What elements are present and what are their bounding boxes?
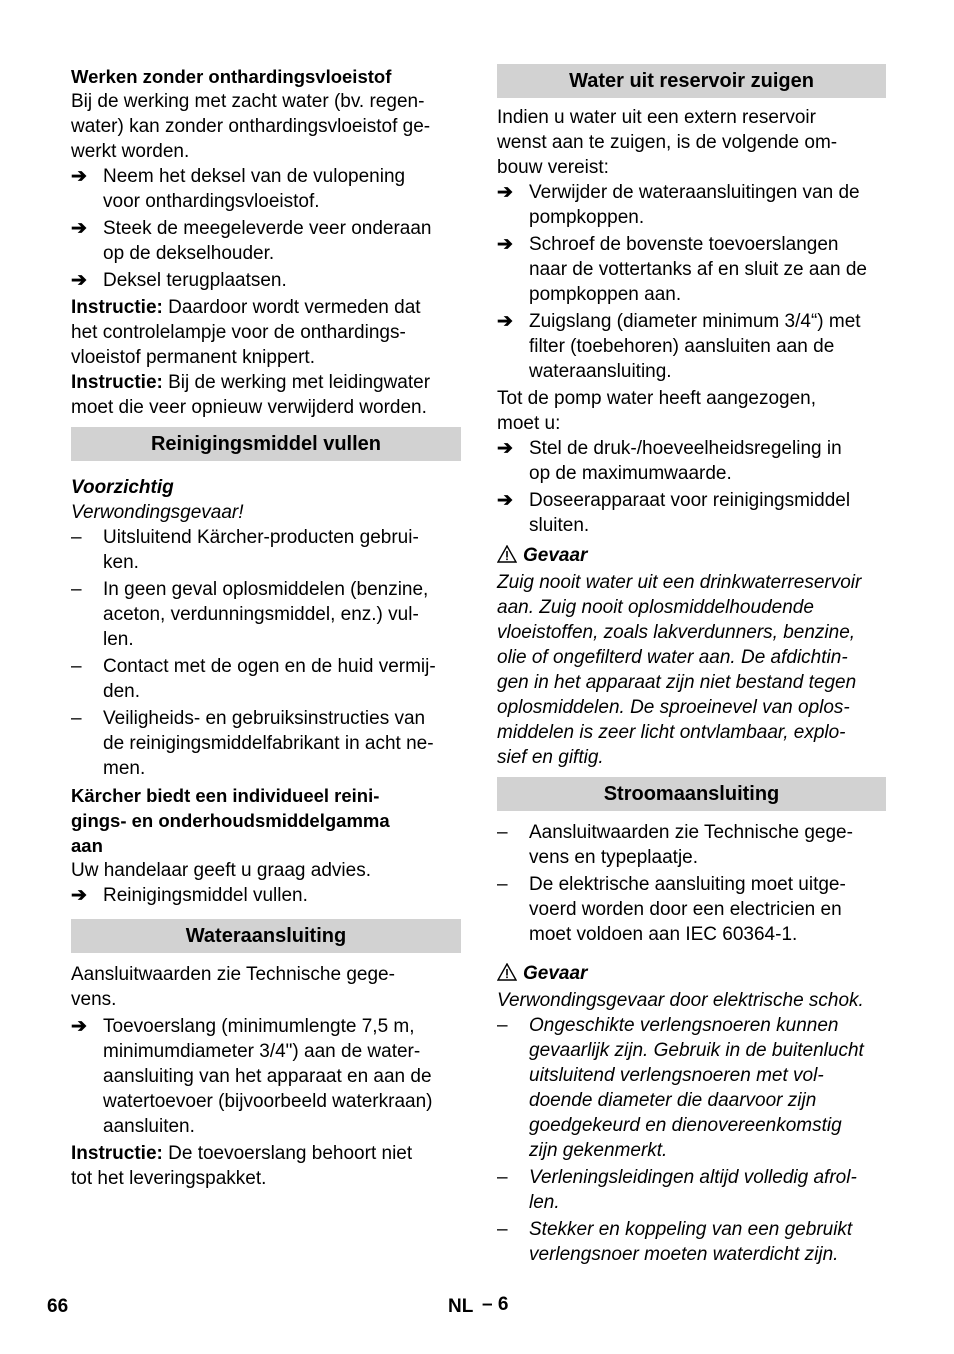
dash-bullet: –	[71, 579, 82, 600]
list-item: – Verleningsleidingen altijd volledig afrol- len.	[497, 1167, 857, 1213]
left-column	[71, 64, 461, 1191]
danger-subheading: Verwondingsgevaar door elektrische schok.	[497, 990, 864, 1011]
arrow-right-icon: ➔	[497, 311, 513, 332]
arrow-right-icon: ➔	[71, 218, 87, 239]
list-item: – Ongeschikte verlengsnoeren kunnen gevaarlijk zijn. Gebruik in de buitenlucht uitsluitend verlengsnoeren met vol- doende diameter die daarvoor zijn goedgekeurd en dienovereenkomstig zijn gekenmerkt.	[497, 1015, 864, 1161]
section-bar-reinigingsmiddel: Reinigingsmiddel vullen	[71, 427, 461, 461]
dash-bullet: –	[497, 1167, 508, 1188]
page-number: 66	[47, 1296, 69, 1317]
dash-bullet: –	[497, 822, 508, 843]
language-code: NL	[448, 1296, 474, 1317]
dash-bullet: –	[497, 1015, 508, 1036]
list-item: – De elektrische aansluiting moet uitge- voerd worden door een electricien en moet voldoen aan IEC 60364-1.	[497, 874, 846, 945]
warning-triangle-icon	[497, 963, 517, 981]
arrow-right-icon: ➔	[71, 1016, 87, 1037]
dash-bullet: –	[497, 1219, 508, 1240]
list-item: – Aansluitwaarden zie Technische gege- vens en typeplaatje.	[497, 822, 853, 868]
paragraph-werken: Bij de werking met zacht water (bv. regen- water) kan zonder onthardingsvloeistof ge- werkt worden.	[71, 91, 431, 162]
instruction-note: Instructie: Bij de werking met leidingwater moet die veer opnieuw verwijderd worden.	[71, 372, 431, 418]
dash-bullet: –	[71, 656, 82, 677]
danger-heading: Gevaar	[497, 961, 886, 986]
arrow-right-icon: ➔	[71, 166, 87, 187]
step-item: ➔ Steek de meegeleverde veer onderaan op de dekselhouder.	[71, 218, 432, 264]
step-item: ➔ Neem het deksel van de vulopening voor onthardingsvloeistof.	[71, 166, 406, 212]
step-item: ➔ Schroef de bovenste toevoerslangen naar de vottertanks af en sluit ze aan de pompkoppen aan.	[497, 234, 867, 305]
section-bar-stroomaansluiting: Stroomaansluiting	[497, 777, 886, 811]
arrow-right-icon: ➔	[71, 885, 87, 906]
arrow-right-icon: ➔	[497, 182, 513, 203]
step-item: ➔ Doseerapparaat voor reinigingsmiddel sluiten.	[497, 490, 851, 536]
list-item: – In geen geval oplosmiddelen (benzine, aceton, verdunningsmiddel, enz.) vul- len.	[71, 579, 429, 650]
arrow-right-icon: ➔	[497, 438, 513, 459]
danger-heading: Gevaar	[497, 543, 886, 568]
section-bar-zuigen: Water uit reservoir zuigen	[497, 64, 886, 98]
step-item: ➔ Stel de druk-/hoeveelheidsregeling in op de maximumwaarde.	[497, 438, 842, 484]
step-item: ➔ Deksel terugplaatsen.	[71, 270, 287, 291]
arrow-right-icon: ➔	[497, 490, 513, 511]
dash-bullet: –	[71, 527, 82, 548]
list-item: – Veiligheids- en gebruiksinstructies van de reinigingsmiddelfabrikant in acht ne- men.	[71, 708, 434, 779]
list-item: – Contact met de ogen en de huid vermij- den.	[71, 656, 436, 702]
danger-text: Zuig nooit water uit een drinkwaterreservoir aan. Zuig nooit oplosmiddelhoudende vloeistoffen, zoals lakverdunners, benzine, olie of ongefilterd water aan. De afdichtin- gen in het apparaat zijn niet bestand tegen oplosmiddelen. De sproeinevel van oplos- middelen is zeer licht ontvlambaar, explo- sief en giftig.	[497, 572, 862, 768]
dash-bullet: –	[497, 874, 508, 895]
caution-heading: Voorzichtig	[71, 477, 174, 498]
instruction-note: Instructie: Daardoor wordt vermeden dat het controlelampje voor de onthardings- vloeistof permanent knippert.	[71, 297, 421, 368]
heading-werken: Werken zonder onthardingsvloeistof	[71, 66, 392, 87]
dash-bullet: –	[71, 708, 82, 729]
paragraph-tot: Tot de pomp water heeft aangezogen, moet u:	[497, 388, 817, 434]
sub-page-number: – 6	[482, 1294, 509, 1315]
paragraph-handelaar: Uw handelaar geeft u graag advies.	[71, 860, 371, 881]
heading-karcher: Kärcher biedt een individueel reini- gings- en onderhoudsmiddelgamma aan	[71, 785, 390, 856]
instruction-note: Instructie: De toevoerslang behoort niet tot het leveringspakket.	[71, 1143, 413, 1189]
list-item: – Uitsluitend Kärcher-producten gebrui- ken.	[71, 527, 419, 573]
section-bar-wateraansluiting: Wateraansluiting	[71, 919, 461, 953]
arrow-right-icon: ➔	[497, 234, 513, 255]
step-item: ➔ Toevoerslang (minimumlengte 7,5 m, minimumdiameter 3/4") aan de water- aansluiting van het apparaat en aan de watertoevoer (bijvoorbeeld waterkraan) aansluiten.	[71, 1016, 433, 1137]
right-column	[497, 64, 886, 1267]
paragraph-water: Aansluitwaarden zie Technische gege- vens.	[71, 964, 395, 1010]
caution-subheading: Verwondingsgevaar!	[71, 502, 244, 523]
list-item: – Stekker en koppeling van een gebruikt verlengsnoer moeten waterdicht zijn.	[497, 1219, 853, 1265]
step-item: ➔ Reinigingsmiddel vullen.	[71, 885, 308, 906]
step-item: ➔ Verwijder de wateraansluitingen van de pompkoppen.	[497, 182, 860, 228]
arrow-right-icon: ➔	[71, 270, 87, 291]
warning-triangle-icon	[497, 545, 517, 563]
paragraph-zuigen: Indien u water uit een extern reservoir wenst aan te zuigen, is de volgende om- bouw vereist:	[497, 107, 838, 178]
step-item: ➔ Zuigslang (diameter minimum 3/4“) met filter (toebehoren) aansluiten aan de wateraansluiting.	[497, 311, 861, 382]
